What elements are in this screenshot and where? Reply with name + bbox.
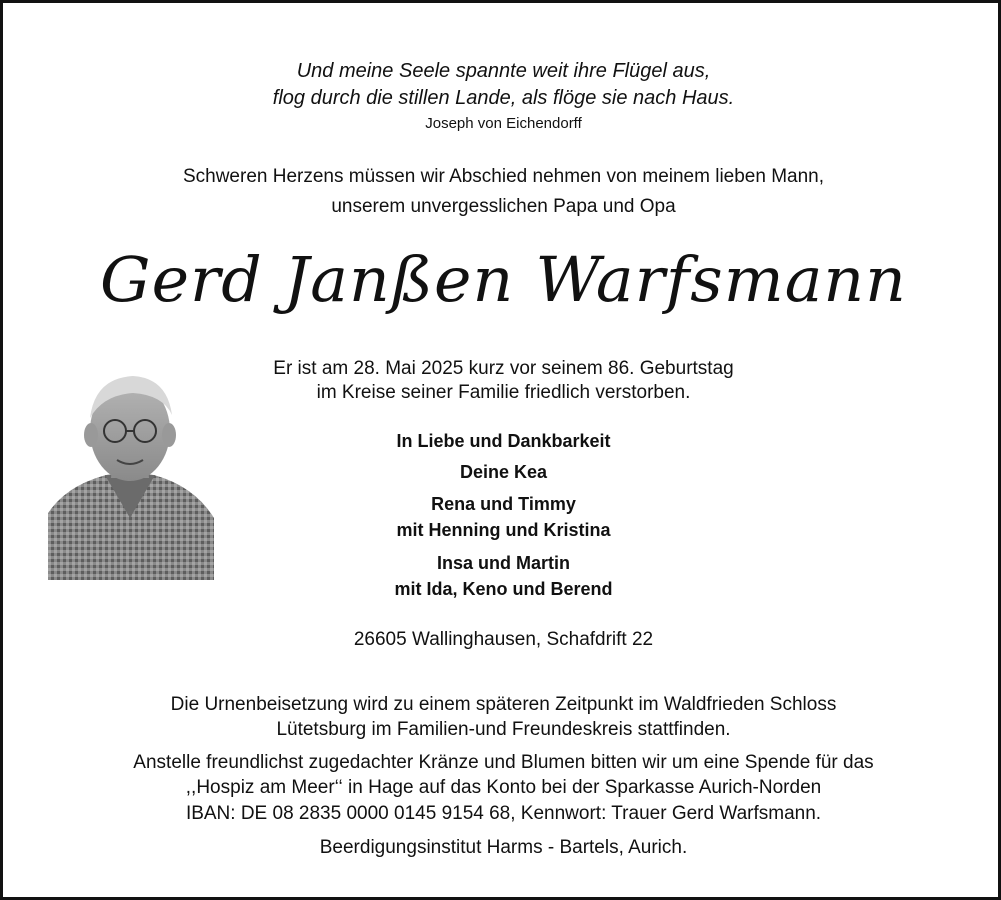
funeral-info-line-2: Lütetsburg im Familien-und Freundeskreis stattfinden. xyxy=(276,719,731,740)
mourners-line-4: mit Henning und Kristina xyxy=(396,520,611,540)
intro-line-1: Schweren Herzens müssen wir Abschied nehmen von meinem lieben Mann, xyxy=(182,166,825,187)
mourners-line-1: In Liebe und Dankbarkeit xyxy=(396,431,611,451)
funeral-info-line-3: Anstelle freundlichst zugedachter Kränze und Blumen bitten wir um eine Spende für das xyxy=(133,752,874,773)
funeral-info-line-5: IBAN: DE 08 2835 0000 0145 9154 68, Kennwort: Trauer Gerd Warfsmann. xyxy=(185,803,822,824)
mourners-line-6: mit Ida, Keno und Berend xyxy=(394,579,613,599)
undertaker: Beerdigungsinstitut Harms - Bartels, Aurich. xyxy=(319,837,688,858)
quote-author: Joseph von Eichendorff xyxy=(425,115,582,132)
quote-line-1: Und meine Seele spannte weit ihre Flügel aus, xyxy=(296,60,711,82)
address: 26605 Wallinghausen, Schafdrift 22 xyxy=(353,629,654,650)
funeral-info-line-1: Die Urnenbeisetzung wird zu einem späteren Zeitpunkt im Waldfrieden Schloss xyxy=(170,694,837,715)
mourners-line-3: Rena und Timmy xyxy=(431,494,576,514)
funeral-info-line-4: ,,Hospiz am Meer‘‘ in Hage auf das Konto bei der Sparkasse Aurich-Norden xyxy=(185,777,822,798)
death-notice-line-1: Er ist am 28. Mai 2025 kurz vor seinem 86. Geburtstag xyxy=(273,358,734,379)
mourners-line-2: Deine Kea xyxy=(459,462,548,482)
mourners-line-5: Insa und Martin xyxy=(436,553,570,573)
deceased-name: Gerd Janßen Warfsmann xyxy=(100,243,907,316)
death-notice-line-2: im Kreise seiner Familie friedlich verstorben. xyxy=(316,382,691,403)
intro-line-2: unserem unvergesslichen Papa und Opa xyxy=(331,196,676,217)
quote-line-2: flog durch die stillen Lande, als flöge sie nach Haus. xyxy=(272,87,735,109)
